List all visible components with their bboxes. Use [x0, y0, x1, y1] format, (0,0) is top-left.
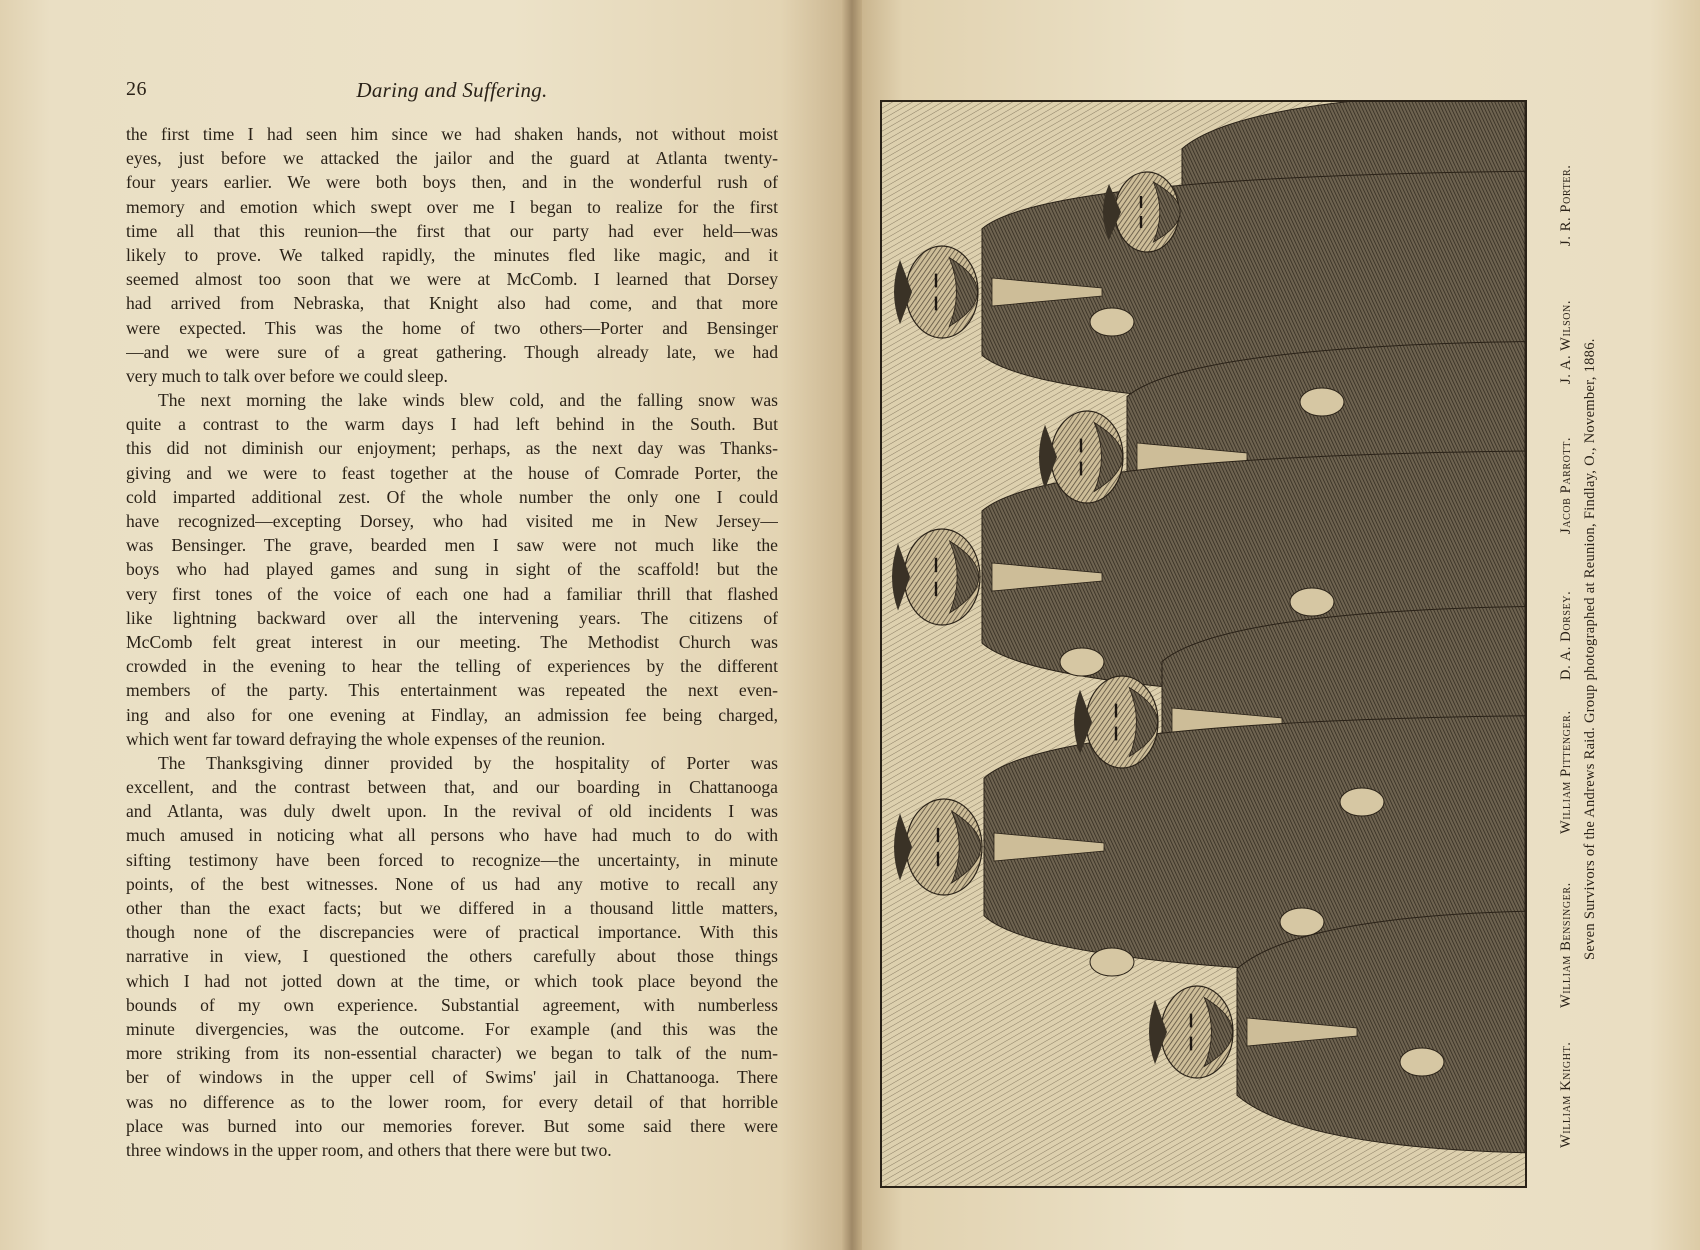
caption-name: Jacob Parrott. — [1558, 436, 1574, 534]
text-line: had arrived from Nebraska, that Knight also had come, and that more — [126, 293, 778, 314]
hand-shape — [1090, 948, 1134, 976]
text-line: was Bensinger. The grave, bearded men I saw were not much like the — [126, 535, 778, 556]
text-line: members of the party. This entertainment was repeated the next even- — [126, 680, 778, 701]
text-line: other than the exact facts; but we differed in a thousand little matters, — [126, 898, 778, 918]
text-line: four years earlier. We were both boys then, and in the wonderful rush of — [126, 172, 778, 193]
running-title: Daring and Suffering. — [356, 78, 548, 102]
text-line: three windows in the upper room, and others that there were but two. — [126, 1139, 612, 1160]
hand-shape — [1300, 388, 1344, 416]
body-text — [126, 122, 778, 1162]
book-gutter — [842, 0, 862, 1250]
text-line: bounds of my own experience. Substantial agreement, with numberless — [126, 994, 778, 1015]
caption-name: William Bensinger. — [1558, 882, 1574, 1008]
text-line: more striking from its non-essential character) we began to talk of the num- — [126, 1043, 778, 1064]
hand-shape — [1340, 788, 1384, 816]
page-number: 26 — [126, 78, 147, 100]
text-line: ing and also for one evening at Findlay, an admission fee being charged, — [126, 704, 778, 725]
text-line: sifting testimony have been forced to recognize—the uncertainty, in minute — [126, 849, 778, 870]
text-line: quite a contrast to the warm days I had left behind in the South. But — [126, 414, 778, 435]
hand-shape — [1290, 588, 1334, 616]
text-line: which went far toward defraying the whole expenses of the reunion. — [126, 728, 606, 749]
text-line: this did not diminish our enjoyment; perhaps, as the next day was Thanks- — [126, 438, 778, 459]
text-line: The next morning the lake winds blew cold, and the falling snow was — [158, 390, 778, 411]
text-line: minute divergencies, was the outcome. For example (and this was the — [126, 1018, 778, 1039]
text-line: The Thanksgiving dinner provided by the hospitality of Porter was — [158, 752, 778, 773]
text-line: narrative in view, I questioned the others carefully about those things — [126, 946, 778, 967]
running-head — [126, 78, 778, 108]
caption-name: William Knight. — [1558, 1041, 1574, 1148]
hand-shape — [1090, 308, 1134, 336]
text-line: the first time I had seen him since we had shaken hands, not without moist — [126, 124, 778, 144]
hand-shape — [1280, 908, 1324, 936]
text-line: much amused in noticing what all persons who have had much to do with — [126, 825, 778, 846]
text-line: McComb felt great interest in our meeting. The Methodist Church was — [126, 631, 778, 652]
caption-name: J. R. Porter. — [1558, 164, 1574, 246]
text-line: crowded in the evening to hear the telling of experiences by the different — [126, 656, 778, 677]
plate-credit-line: Seven Survivors of the Andrews Raid. Group photographed at Reunion, Findlay, O., November, 1886. — [1582, 338, 1598, 960]
text-line: points, of the best witnesses. None of us had any motive to recall any — [126, 873, 778, 894]
engraved-group-portrait — [882, 102, 1525, 1186]
text-line: were expected. This was the home of two others—Porter and Bensinger — [126, 317, 778, 338]
hand-shape — [1400, 1048, 1444, 1076]
text-line: memory and emotion which swept over me I began to realize for the first — [126, 196, 778, 217]
plate-captions — [1540, 100, 1650, 1184]
text-line: like lightning backward over all the intervening years. The citizens of — [126, 607, 778, 628]
text-line: seemed almost too soon that we were at McComb. I learned that Dorsey — [126, 269, 778, 290]
text-line: very first tones of the voice of each one had a familiar thrill that flashed — [126, 583, 778, 604]
text-line: ber of windows in the upper cell of Swims' jail in Chattanooga. There — [126, 1067, 778, 1088]
caption-name: William Pittenger. — [1558, 710, 1574, 834]
text-line: place was burned into our memories forever. But some said there were — [126, 1115, 778, 1136]
text-line: giving and we were to feast together at the house of Comrade Porter, the — [126, 462, 778, 483]
text-line: boys who had played games and sung in sight of the scaffold! but the — [126, 559, 778, 580]
text-line: eyes, just before we attacked the jailor and the guard at Atlanta twenty- — [126, 148, 778, 169]
group-portrait-plate — [880, 100, 1527, 1188]
text-line: cold imparted additional zest. Of the whole number the only one I could — [126, 486, 778, 507]
text-line: was no difference as to the lower room, for every detail of that horrible — [126, 1091, 778, 1112]
caption-name: J. A. Wilson. — [1558, 299, 1574, 384]
text-line: time all that this reunion—the first that our party had ever held—was — [126, 220, 778, 241]
text-line: and Atlanta, was duly dwelt upon. In the revival of old incidents I was — [126, 801, 778, 822]
text-line: likely to prove. We talked rapidly, the minutes fled like magic, and it — [126, 244, 778, 265]
hand-shape — [1060, 648, 1104, 676]
text-line: —and we were sure of a great gathering. Though already late, we had — [126, 341, 778, 362]
caption-name: D. A. Dorsey. — [1558, 590, 1574, 680]
text-line: have recognized—excepting Dorsey, who had visited me in New Jersey— — [126, 511, 778, 531]
text-line: excellent, and the contrast between that, and our boarding in Chattanooga — [126, 777, 778, 798]
text-line: very much to talk over before we could sleep. — [126, 365, 448, 386]
text-line: which I had not jotted down at the time, or which took place beyond the — [126, 970, 778, 991]
text-line: though none of the discrepancies were of practical importance. With this — [126, 922, 778, 943]
